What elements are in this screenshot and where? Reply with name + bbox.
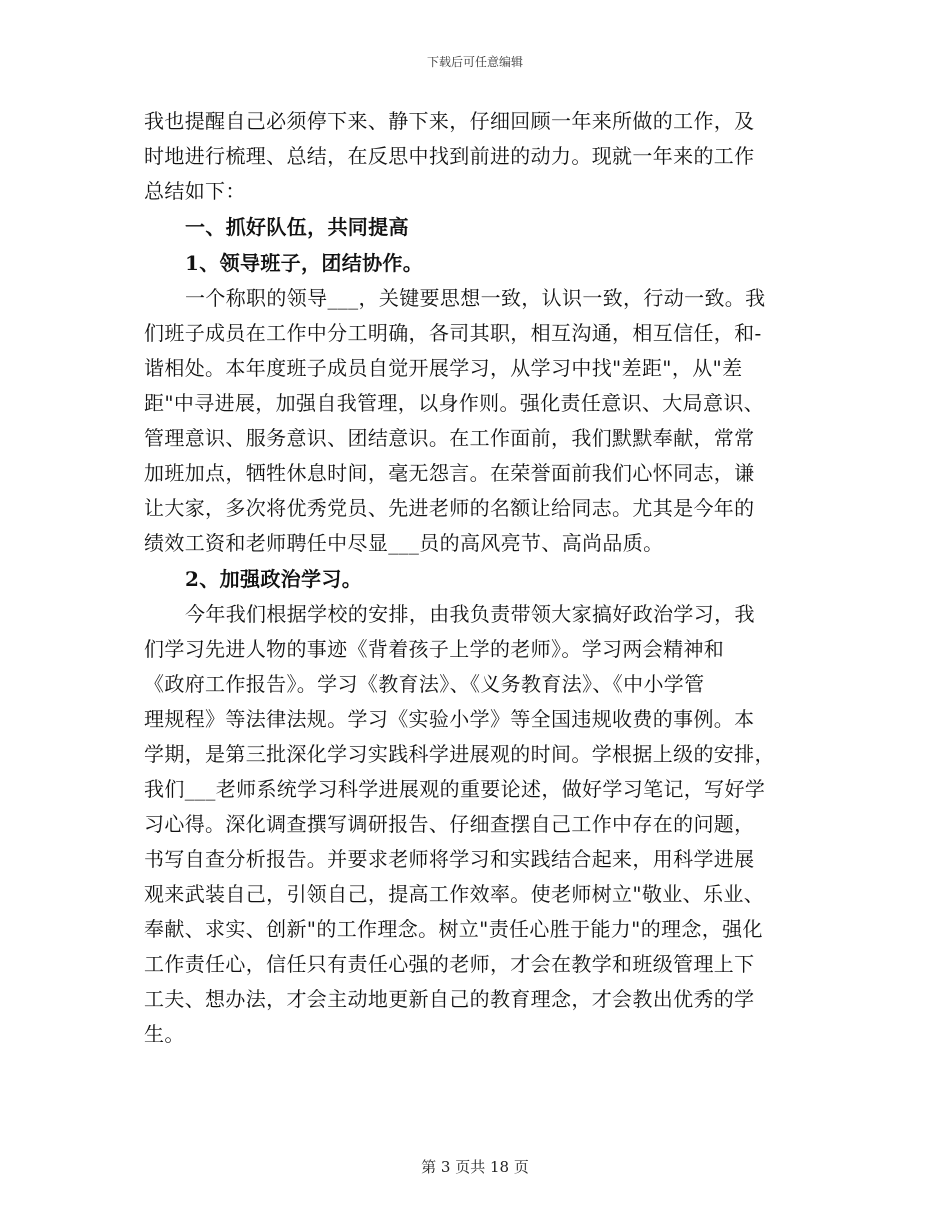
- body-line: 加班加点，牺牲休息时间，毫无怨言。在荣誉面前我们心怀同志，谦: [144, 461, 755, 485]
- body-line: 今年我们根据学校的安排，由我负责带领大家搞好政治学习，我: [185, 602, 755, 626]
- subsection-heading: 2、加强政治学习。: [185, 567, 363, 591]
- body-line: 我们___老师系统学习科学进展观的重要论述，做好学习笔记，写好学: [144, 777, 766, 801]
- section-heading: 一、抓好队伍，共同提高: [185, 215, 409, 239]
- body-line: 学期，是第三批深化学习实践科学进展观的时间。学根据上级的安排，: [144, 742, 775, 766]
- body-line: 们学习先进人物的事迹《背着孩子上学的老师》。学习两会精神和: [144, 637, 725, 661]
- page-header: 下载后可任意编辑: [426, 55, 523, 69]
- body-line: 们班子成员在工作中分工明确，各司其职，相互沟通，相互信任，和-: [144, 321, 762, 345]
- subsection-heading: 1、领导班子，团结协作。: [185, 251, 424, 275]
- body-line: 书写自查分析报告。并要求老师将学习和实践结合起来，用科学进展: [144, 847, 755, 871]
- body-line: 谐相处。本年度班子成员自觉开展学习，从学习中找"差距"，从"差: [144, 356, 743, 380]
- body-line: 我也提醒自己必须停下来、静下来，仔细回顾一年来所做的工作，及: [144, 109, 755, 133]
- body-line: 奉献、求实、创新"的工作理念。树立"责任心胜于能力"的理念，强化: [144, 917, 763, 941]
- body-line: 习心得。深化调查撰写调研报告、仔细查摆自己工作中存在的问题，: [144, 812, 755, 836]
- body-line: 一个称职的领导___，关键要思想一致，认识一致，行动一致。我: [185, 286, 766, 310]
- body-line: 绩效工资和老师聘任中尽显___员的高风亮节、高尚品质。: [144, 531, 664, 555]
- body-line: 工夫、想办法，才会主动地更新自己的教育理念，才会教出优秀的学: [144, 987, 755, 1011]
- body-line: 观来武装自己，引领自己，提高工作效率。使老师树立"敬业、乐业、: [144, 882, 765, 906]
- page-footer: 第 3 页共 18 页: [421, 1158, 529, 1176]
- body-line: 生。: [144, 1022, 185, 1046]
- body-line: 管理意识、服务意识、团结意识。在工作面前，我们默默奉献，常常: [144, 426, 755, 450]
- body-line: 时地进行梳理、总结，在反思中找到前进的动力。现就一年来的工作: [144, 144, 755, 168]
- body-line: 《政府工作报告》。学习《教育法》、《义务教育法》、《中小学管: [144, 672, 705, 696]
- body-line: 工作责任心，信任只有责任心强的老师，才会在教学和班级管理上下: [144, 952, 755, 976]
- body-line: 距"中寻进展，加强自我管理，以身作则。强化责任意识、大局意识、: [144, 391, 765, 415]
- body-line: 理规程》等法律法规。学习《实验小学》等全国违规收费的事例。本: [144, 707, 755, 731]
- body-line: 让大家，多次将优秀党员、先进老师的名额让给同志。尤其是今年的: [144, 496, 755, 520]
- body-line: 总结如下：: [144, 179, 246, 203]
- document-body: [144, 104, 806, 1052]
